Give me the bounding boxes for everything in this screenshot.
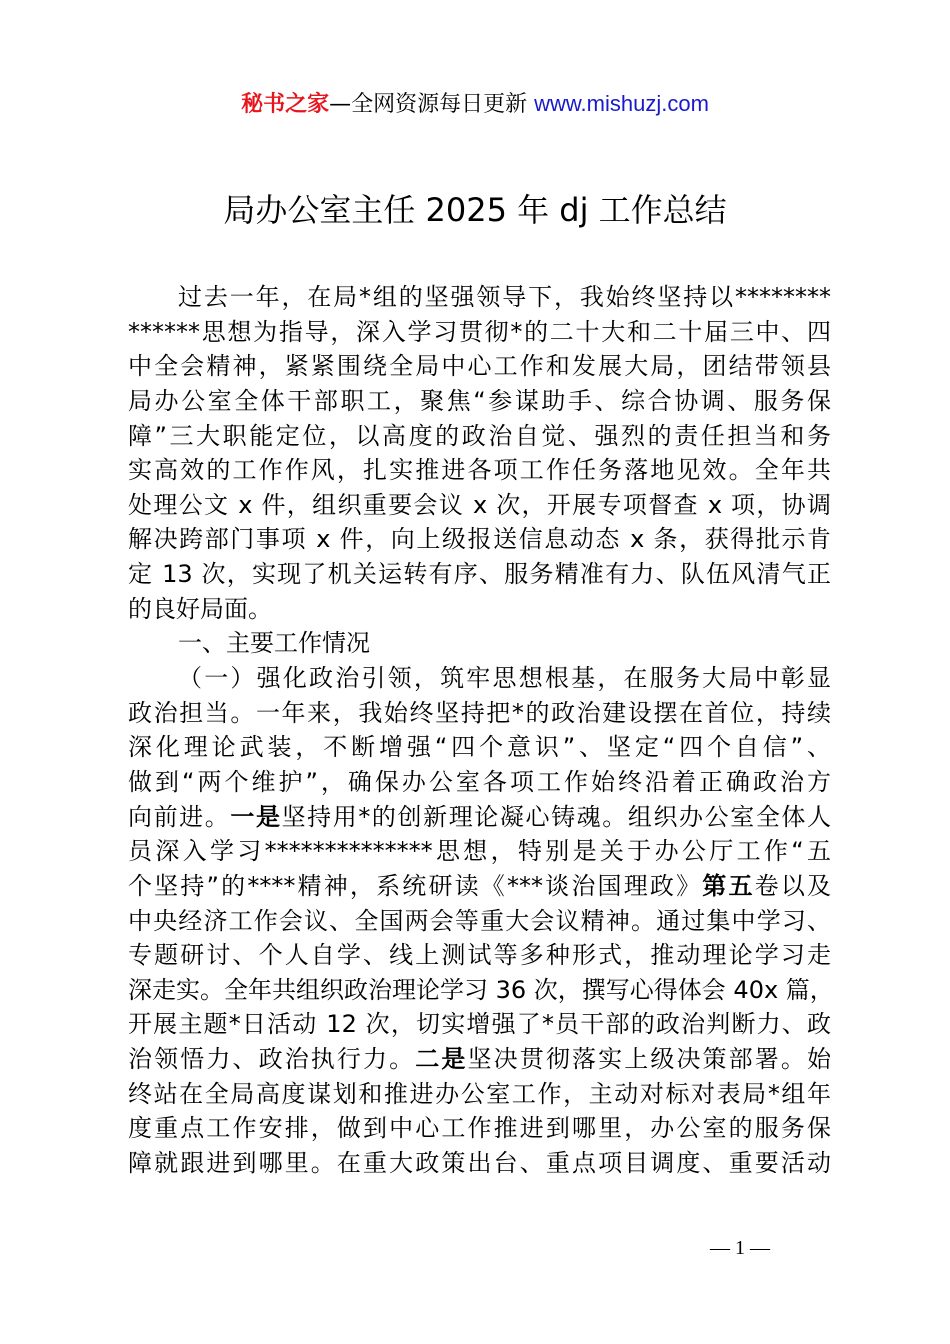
text-line: [128, 557, 831, 592]
text-line: [128, 800, 831, 835]
brand-name: 秘书之家: [241, 92, 330, 117]
text-segment: 实高效的工作作风，扎实推进各项工作任务落地见效。全年共: [128, 456, 831, 485]
text-line: [128, 765, 831, 800]
text-segment: 障”三大职能定位，以高度的政治自觉、强烈的责任担当和务: [128, 421, 831, 450]
text-line: [128, 349, 831, 384]
text-segment: 政治担当。一年来，我始终坚持把*的政治建设摆在首位，持续: [128, 698, 831, 727]
text-line: [128, 384, 831, 419]
text-line: [128, 280, 831, 315]
text-segment: 处理公文 x 件，组织重要会议 x 次，开展专项督查 x 项，协调: [128, 490, 831, 519]
text-line: [128, 696, 831, 731]
text-segment: 专题研讨、个人自学、线上测试等多种形式，推动理论学习走: [128, 941, 831, 970]
text-segment: 中央经济工作会议、全国两会等重大会议精神。通过集中学习、: [128, 906, 831, 935]
text-segment: 中全会精神，紧紧围绕全局中心工作和发展大局，团结带领县: [128, 352, 831, 381]
text-segment: ******思想为指导，深入学习贯彻*的二十大和二十届三中、四: [128, 317, 831, 346]
text-line: [128, 453, 831, 488]
text-line: [128, 869, 831, 904]
bold-text: 二是: [415, 1045, 468, 1074]
page-number: — 1 —: [710, 1237, 770, 1259]
text-line: [128, 938, 831, 973]
site-header: [0, 88, 950, 121]
text-line: [128, 626, 831, 661]
text-line: [128, 1007, 831, 1042]
text-line: [128, 592, 831, 627]
text-segment: 障就跟进到哪里。在重大政策出台、重点项目调度、重要活动: [128, 1149, 831, 1178]
text-line: [128, 1042, 831, 1077]
text-segment: 个坚持”的****精神，系统研读《***谈治国理政》: [128, 871, 703, 900]
text-line: [128, 522, 831, 557]
text-segment: 坚决贯彻落实上级决策部署。始: [467, 1045, 832, 1074]
text-segment: 做到“两个维护”，确保办公室各项工作始终沿着正确政治方: [128, 767, 831, 796]
text-segment: 终站在全局高度谋划和推进办公室工作，主动对标对表局*组年: [128, 1079, 831, 1108]
text-line: [128, 488, 831, 523]
site-url[interactable]: www.mishuzj.com: [534, 91, 709, 116]
text-line: [128, 1146, 831, 1181]
text-segment: 向前进。: [128, 802, 231, 831]
text-segment: 深化理论武装，不断增强“四个意识”、坚定“四个自信”、: [128, 733, 831, 762]
bold-text: 第五: [702, 871, 755, 900]
text-segment: 度重点工作安排，做到中心工作推进到哪里，办公室的服务保: [128, 1114, 831, 1143]
text-segment: 开展主题*日活动 12 次，切实增强了*员干部的政治判断力、政: [128, 1010, 831, 1039]
text-line: [128, 834, 831, 869]
bold-text: 一是: [230, 802, 282, 831]
text-line: [128, 419, 831, 454]
text-segment: 深走实。全年共组织政治理论学习 36 次，撰写心得体会 40x 篇，: [128, 975, 834, 1004]
document-title: 局办公室主任 2025 年 dj 工作总结: [223, 191, 727, 229]
text-segment: （一）强化政治引领，筑牢思想根基，在服务大局中彰显: [178, 664, 831, 693]
text-segment: 治领悟力、政治执行力。: [128, 1045, 416, 1074]
text-line: [128, 904, 831, 939]
text-line: [128, 973, 834, 1008]
header-slogan: —全网资源每日更新: [329, 92, 535, 117]
text-line: [128, 730, 831, 765]
text-line: [128, 1077, 831, 1112]
document-body: [128, 280, 834, 1181]
text-segment: 解决跨部门事项 x 件，向上级报送信息动态 x 条，获得批示肯: [128, 525, 831, 554]
text-line: [128, 661, 831, 696]
text-segment: 坚持用*的创新理论凝心铸魂。组织办公室全体人: [281, 802, 832, 831]
text-segment: 一、主要工作情况: [178, 629, 370, 658]
text-segment: 局办公室全体干部职工，聚焦“参谋助手、综合协调、服务保: [128, 386, 831, 415]
text-line: [128, 1111, 831, 1146]
text-segment: 的良好局面。: [128, 594, 272, 623]
text-line: [128, 315, 831, 350]
text-segment: 过去一年，在局*组的坚强领导下，我始终坚持以********: [178, 283, 831, 311]
text-segment: 员深入学习**************思想，特别是关于办公厅工作“五: [128, 837, 831, 866]
text-segment: 卷以及: [754, 871, 832, 900]
text-segment: 定 13 次，实现了机关运转有序、服务精准有力、队伍风清气正: [128, 560, 831, 589]
